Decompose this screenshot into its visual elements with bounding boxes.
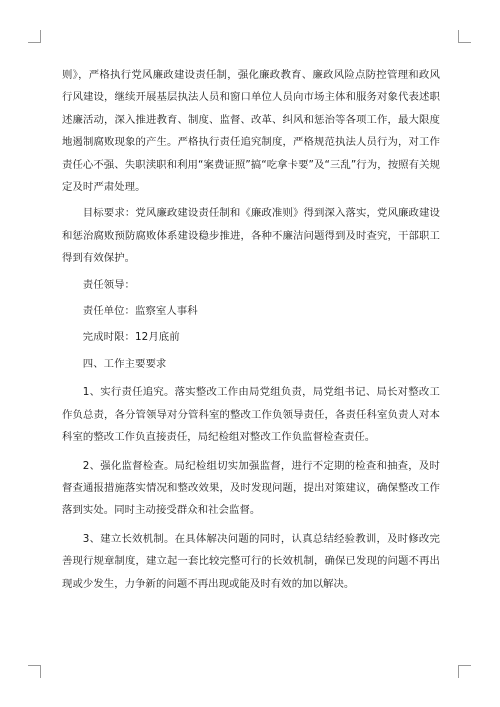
paragraph-target-requirements: 目标要求：党风廉政建设责任制和《廉政准则》得到深入落实，党风廉政建设和惩治腐败预防腐败体系建设稳步推进，各种不廉洁问题得到及时查究，干部职工得到有效保护。 bbox=[62, 207, 440, 265]
paragraph-requirement-1: 1、实行责任追究。落实整改工作由局党组负责，局党组书记、局长对整改工作负总责，各分管领导对分管科室的整改工作负领导责任，各责任科室负责人对本科室的整改工作负直接责任，局纪检组对整改工作负监督检查责任。 bbox=[62, 386, 440, 444]
paragraph-deadline: 完成时限：12月底前 bbox=[82, 331, 180, 344]
paragraph-requirement-2: 2、强化监督检查。局纪检组切实加强监督，进行不定期的检查和抽查，及时督查通报措施落实情况和整改效果，及时发现问题，提出对策建议，确保整改工作落到实处。同时主动接受群众和社会监督。 bbox=[62, 459, 440, 517]
page-corner-mark-top-right bbox=[458, 30, 471, 43]
paragraph-requirement-3: 3、建立长效机制。在具体解决问题的同时，认真总结经验教训，及时修改完善现行规章制度，建立起一套比较完整可行的长效机制，确保已发现的问题不再出现或少发生，力争新的问题不再出现或能及时有效的加以解决。 bbox=[62, 532, 440, 590]
page-corner-mark-top-left bbox=[28, 30, 41, 43]
page-corner-mark-bottom-left bbox=[28, 665, 41, 678]
page-corner-mark-bottom-right bbox=[458, 665, 471, 678]
paragraph-responsible-unit: 责任单位：监察室人事科 bbox=[82, 305, 198, 318]
document-page-body bbox=[62, 64, 440, 595]
section-heading-main-requirements: 四、工作主要要求 bbox=[82, 357, 167, 370]
paragraph-continuation: 则》，严格执行党风廉政建设责任制，强化廉政教育、廉政风险点防控管理和政风行风建设，继续开展基层执法人员和窗口单位人员向市场主体和服务对象代表述职述廉活动，深入推进教育、制度、监督、改革、纠风和惩治等各项工作，最大限度地遏制腐败现象的产生。严格执行责任追究制度，严格规范执法人员行为，对工作责任心不强、失职渎职和利用“案费证照”搞“吃拿卡要”及“三乱”行为，按照有关规定及时严肃处理。 bbox=[62, 69, 440, 194]
paragraph-responsible-leader: 责任领导： bbox=[82, 278, 135, 291]
